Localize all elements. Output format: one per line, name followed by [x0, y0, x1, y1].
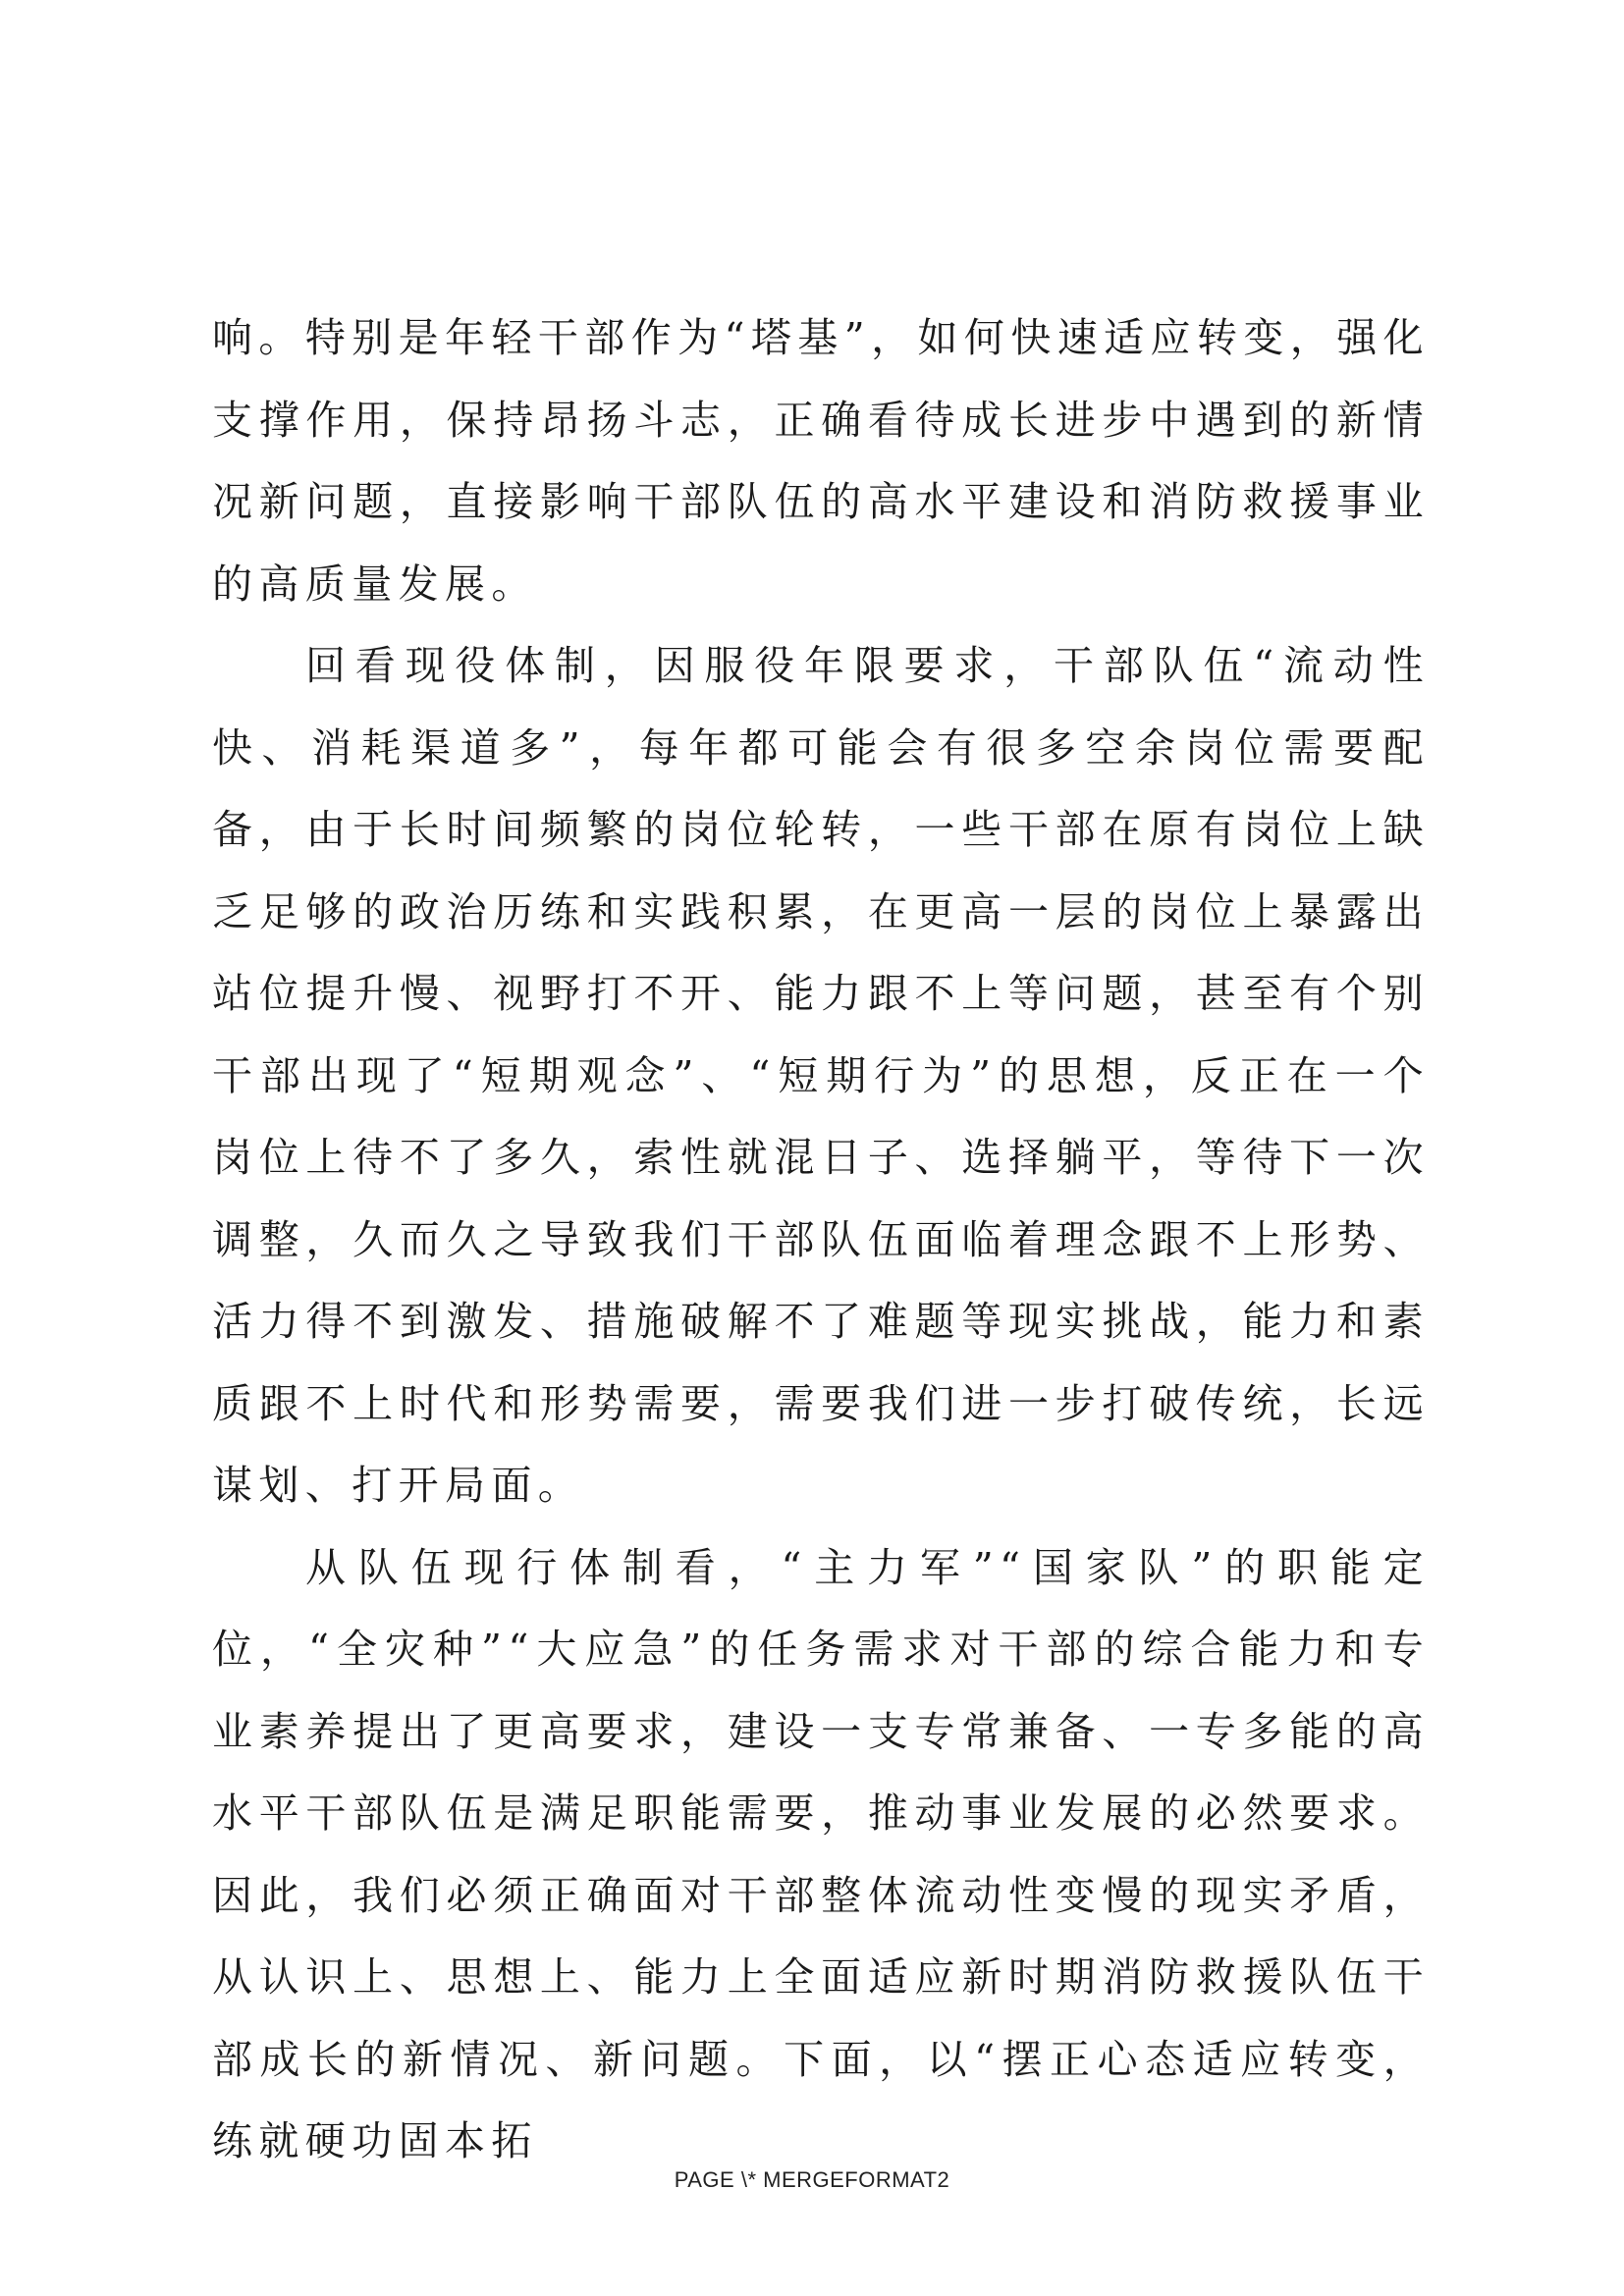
- paragraph-3: 从队伍现行体制看，“主力军”“国家队”的职能定位，“全灾种”“大应急”的任务需求对干部的综合能力和专业素养提出了更高要求，建设一支专常兼备、一专多能的高水平干部队伍是满足职能需要，推动事业发展的必然要求。因此，我们必须正确面对干部整体流动性变慢的现实矛盾，从认识上、思想上、能力上全面适应新时期消防救援队伍干部成长的新情况、新问题。下面，以“摆正心态适应转变，练就硬功固本拓: [212, 1543, 1430, 2164]
- page-footer: PAGE \* MERGEFORMAT2: [674, 2167, 950, 2192]
- document-body: [212, 297, 1430, 2183]
- paragraph-2: 回看现役体制，因服役年限要求，干部队伍“流动性快、消耗渠道多”，每年都可能会有很多空余岗位需要配备，由于长时间频繁的岗位轮转，一些干部在原有岗位上缺乏足够的政治历练和实践积累，在更高一层的岗位上暴露出站位提升慢、视野打不开、能力跟不上等问题，甚至有个别干部出现了“短期观念”、“短期行为”的思想，反正在一个岗位上待不了多久，索性就混日子、选择躺平，等待下一次调整，久而久之导致我们干部队伍面临着理念跟不上形势、活力得不到激发、措施破解不了难题等现实挑战，能力和素质跟不上时代和形势需要，需要我们进一步打破传统，长远谋划、打开局面。: [212, 642, 1430, 1509]
- paragraph-1: 响。特别是年轻干部作为“塔基”，如何快速适应转变，强化支撑作用，保持昂扬斗志，正确看待成长进步中遇到的新情况新问题，直接影响干部队伍的高水平建设和消防救援事业的高质量发展。: [212, 314, 1430, 608]
